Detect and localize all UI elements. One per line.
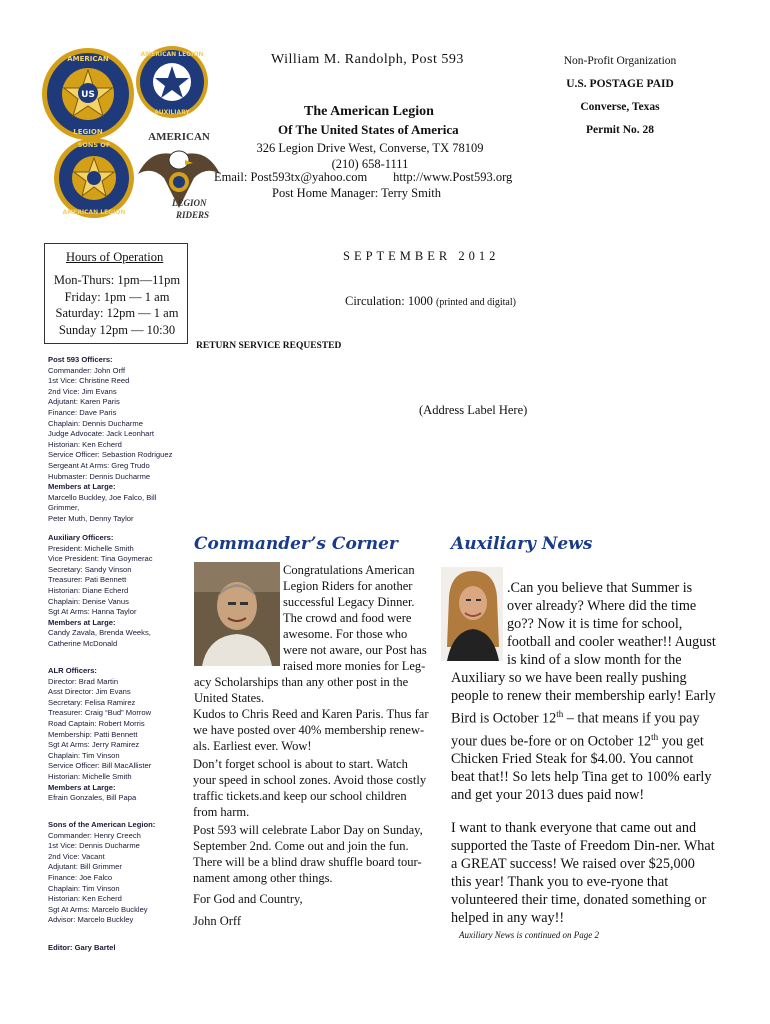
commander-paragraph: Kudos to Chris Reed and Karen Paris. Thus far we have posted over 40% membership renew-als. Earliest ever. Wow!: [193, 707, 429, 753]
members-line: Catherine McDonald: [48, 638, 118, 648]
members-line: Candy Zavala, Brenda Weeks,: [48, 628, 151, 638]
officer: President: Michelle Smith: [48, 543, 134, 553]
officer: Sgt At Arms: Hanna Taylor: [48, 607, 137, 617]
commander-photo: [194, 562, 280, 666]
svg-text:LEGION: LEGION: [73, 128, 103, 136]
alr-officers-list: [48, 666, 188, 804]
svg-text:AMERICAN: AMERICAN: [67, 55, 109, 63]
officer: Adjutant: Karen Paris: [48, 397, 120, 407]
auxiliary-text-c: you get Chicken Fried Steak for $4.00. You cannot beat that!! So lets help Tina get to 100% early and get your 2013 dues paid now!: [451, 733, 712, 804]
officer: Commander: John Orff: [48, 365, 126, 375]
auxiliary-paragraph: I want to thank everyone that came out and supported the Taste of Freedom Din-ner. What a GREAT success! We raised over $25,000 this year! Thank you to eve-ryone that volunteered their time, donated something or helped in any way!!: [451, 820, 715, 926]
svg-text:AMERICAN LEGION: AMERICAN LEGION: [140, 51, 204, 58]
officer: Treasurer: Craig “Bud” Morrow: [48, 708, 152, 718]
members-heading: Members at Large:: [48, 617, 116, 627]
officer: Sergeant At Arms: Greg Trudo: [48, 460, 150, 470]
officer: Judge Advocate: Jack Leonhart: [48, 429, 154, 439]
commander-paragraph: Post 593 will celebrate Labor Day on Sunday, September 2nd. Come out and join the fun. There will be a blind draw shuffle board tour-nament among other things.: [193, 823, 423, 885]
officer: Chaplain: Tim Vinson: [48, 750, 120, 760]
circulation-count: Circulation: 1000: [345, 294, 433, 308]
commanders-corner-heading: Commander’s Corner: [194, 534, 398, 554]
auxiliary-photo: [441, 567, 503, 661]
members-line: Marcello Buckley, Joe Falco, Bill Grimmer,: [48, 492, 157, 513]
officer: Asst Director: Jim Evans: [48, 687, 131, 697]
auxiliary-emblem: [134, 44, 210, 120]
auxiliary-officers-list: [48, 533, 188, 650]
svg-text:US: US: [81, 90, 95, 100]
hours-line: Saturday: 12pm — 1 am: [55, 306, 179, 320]
postage-city: Converse, Texas: [580, 101, 660, 113]
officer: Service Officer: Sebastion Rodriguez: [48, 450, 173, 460]
commander-paragraph: [194, 562, 434, 706]
members-line: Peter Muth, Denny Taylor: [48, 513, 134, 523]
officer: Sgt At Arms: Jerry Ramirez: [48, 740, 140, 750]
officer: Chaplain: Dennis Ducharme: [48, 418, 143, 428]
commander-paragraph: Don’t forget school is about to start. Watch your speed in school zones. Avoid those costly traffic tickets.and keep our school children from harm.: [193, 757, 427, 819]
ordinal-suffix: th: [651, 731, 659, 742]
commander-signoff: For God and Country,: [193, 892, 303, 906]
officer: Vice President: Tina Goymerac: [48, 554, 153, 564]
officer: Road Captain: Robert Morris: [48, 718, 145, 728]
legion-riders-emblem: [132, 126, 226, 226]
home-manager: Post Home Manager: Terry Smith: [272, 186, 442, 200]
auxiliary-text-b: – that means if you pay your dues be-fore or on October 12: [451, 710, 700, 750]
legion-title: The American Legion: [304, 104, 434, 119]
commander-signature: John Orff: [193, 914, 242, 928]
officer: Finance: Joe Falco: [48, 872, 113, 882]
hours-title: Hours of Operation: [66, 250, 164, 264]
officer: Commander: Henry Creech: [48, 830, 141, 840]
auxiliary-paragraph: [451, 579, 716, 804]
circulation: [345, 294, 516, 309]
section-heading: ALR Officers:: [48, 666, 97, 675]
officer: 1st Vice: Dennis Ducharme: [48, 841, 140, 851]
officer: Treasurer: Pati Bennett: [48, 575, 127, 585]
officer: 1st Vice: Christine Reed: [48, 376, 130, 386]
address-label-placeholder: (Address Label Here): [419, 403, 528, 417]
officer: Advisor: Marcelo Buckley: [48, 915, 134, 925]
hours-line: Sunday 12pm — 10:30: [58, 322, 176, 337]
hours-list: [48, 272, 186, 338]
officer: Finance: Dave Paris: [48, 407, 117, 417]
address-phone: (210) 658-1111: [331, 157, 409, 171]
section-heading: Auxiliary Officers:: [48, 533, 114, 542]
officer: Service Officer: Bill MacAllister: [48, 761, 152, 771]
svg-text:AUXILIARY: AUXILIARY: [154, 109, 190, 116]
post-address: [250, 140, 490, 172]
section-heading: Post 593 Officers:: [48, 355, 113, 364]
members-heading: Members at Large:: [48, 782, 116, 792]
hours-line: Friday: 1pm — 1 am: [64, 289, 170, 304]
post-title: William M. Randolph, Post 593: [271, 52, 464, 67]
issue-month: SEPTEMBER 2012: [343, 249, 500, 263]
officer: 2nd Vice: Vacant: [48, 851, 105, 861]
continued-note: Auxiliary News is continued on Page 2: [459, 930, 599, 940]
officer: Chaplain: Denise Vanus: [48, 596, 129, 606]
officer: Sgt At Arms: Marcelo Buckley: [48, 904, 148, 914]
members-heading: Members at Large:: [48, 482, 116, 492]
members-line: Efrain Gonzales, Bill Papa: [48, 793, 137, 803]
contact-line: [214, 170, 512, 185]
circulation-note: (printed and digital): [435, 297, 516, 308]
svg-text:AMERICAN LEGION: AMERICAN LEGION: [62, 209, 126, 216]
officer: Secretary: Felisa Ramirez: [48, 697, 136, 707]
legion-subtitle: Of The United States of America: [278, 122, 459, 137]
officer: 2nd Vice: Jim Evans: [48, 386, 117, 396]
officer: Secretary: Sandy Vinson: [48, 564, 132, 574]
officer: Adjutant: Bill Grimmer: [48, 862, 122, 872]
post-officers-list: [48, 355, 188, 525]
postage-paid: U.S. POSTAGE PAID: [566, 78, 674, 90]
officer: Membership: Patti Bennett: [48, 729, 138, 739]
officer: Chaplain: Tim Vinson: [48, 883, 120, 893]
sal-officers-list: [48, 820, 188, 926]
officer: Historian: Ken Echerd: [48, 439, 122, 449]
postage-indicia: [520, 50, 720, 142]
return-service: RETURN SERVICE REQUESTED: [196, 341, 342, 351]
section-heading: Sons of the American Legion:: [48, 820, 156, 829]
postage-permit: Permit No. 28: [585, 124, 655, 136]
svg-text:LEGION: LEGION: [172, 198, 207, 208]
sons-of-legion-emblem: [52, 130, 136, 226]
officer: Hubmaster: Dennis Ducharme: [48, 471, 151, 481]
american-legion-emblem: [40, 46, 136, 142]
officer: Director: Brad Martin: [48, 676, 119, 686]
officer: Historian: Michelle Smith: [48, 771, 132, 781]
svg-text:SONS OF: SONS OF: [77, 141, 111, 149]
email-text: Email: Post593tx@yahoo.com: [214, 170, 368, 184]
svg-text:AMERICAN: AMERICAN: [148, 131, 210, 143]
editor-credit: Editor: Gary Bartel: [48, 943, 116, 952]
commander-text-1: Congratulations American Legion Riders for another successful Legacy Dinner. The crowd and food were awesome. For those who were not aware, our Post has raised more monies for Leg-acy Scholarships than any other post in the United States.: [194, 563, 427, 705]
website-link[interactable]: http://www.Post593.org: [393, 170, 513, 184]
auxiliary-text-a: .Can you believe that Summer is over already? Where did the time go?? Now it is time for school, football and cooler weather!! August is kind of a slow month for the Auxiliary so we have been really pushing people to renew their membership early! Early Bird is October 12: [451, 580, 716, 727]
officer: Historian: Diane Echerd: [48, 585, 129, 595]
svg-text:RIDERS: RIDERS: [176, 210, 210, 220]
officer: Historian: Ken Echerd: [48, 894, 122, 904]
address-street: 326 Legion Drive West, Converse, TX 78109: [256, 141, 484, 155]
auxiliary-news-heading: Auxiliary News: [451, 534, 593, 554]
postage-org: Non-Profit Organization: [563, 55, 677, 67]
hours-line: Mon-Thurs: 1pm—11pm: [53, 273, 181, 287]
ordinal-suffix: th: [556, 709, 564, 719]
